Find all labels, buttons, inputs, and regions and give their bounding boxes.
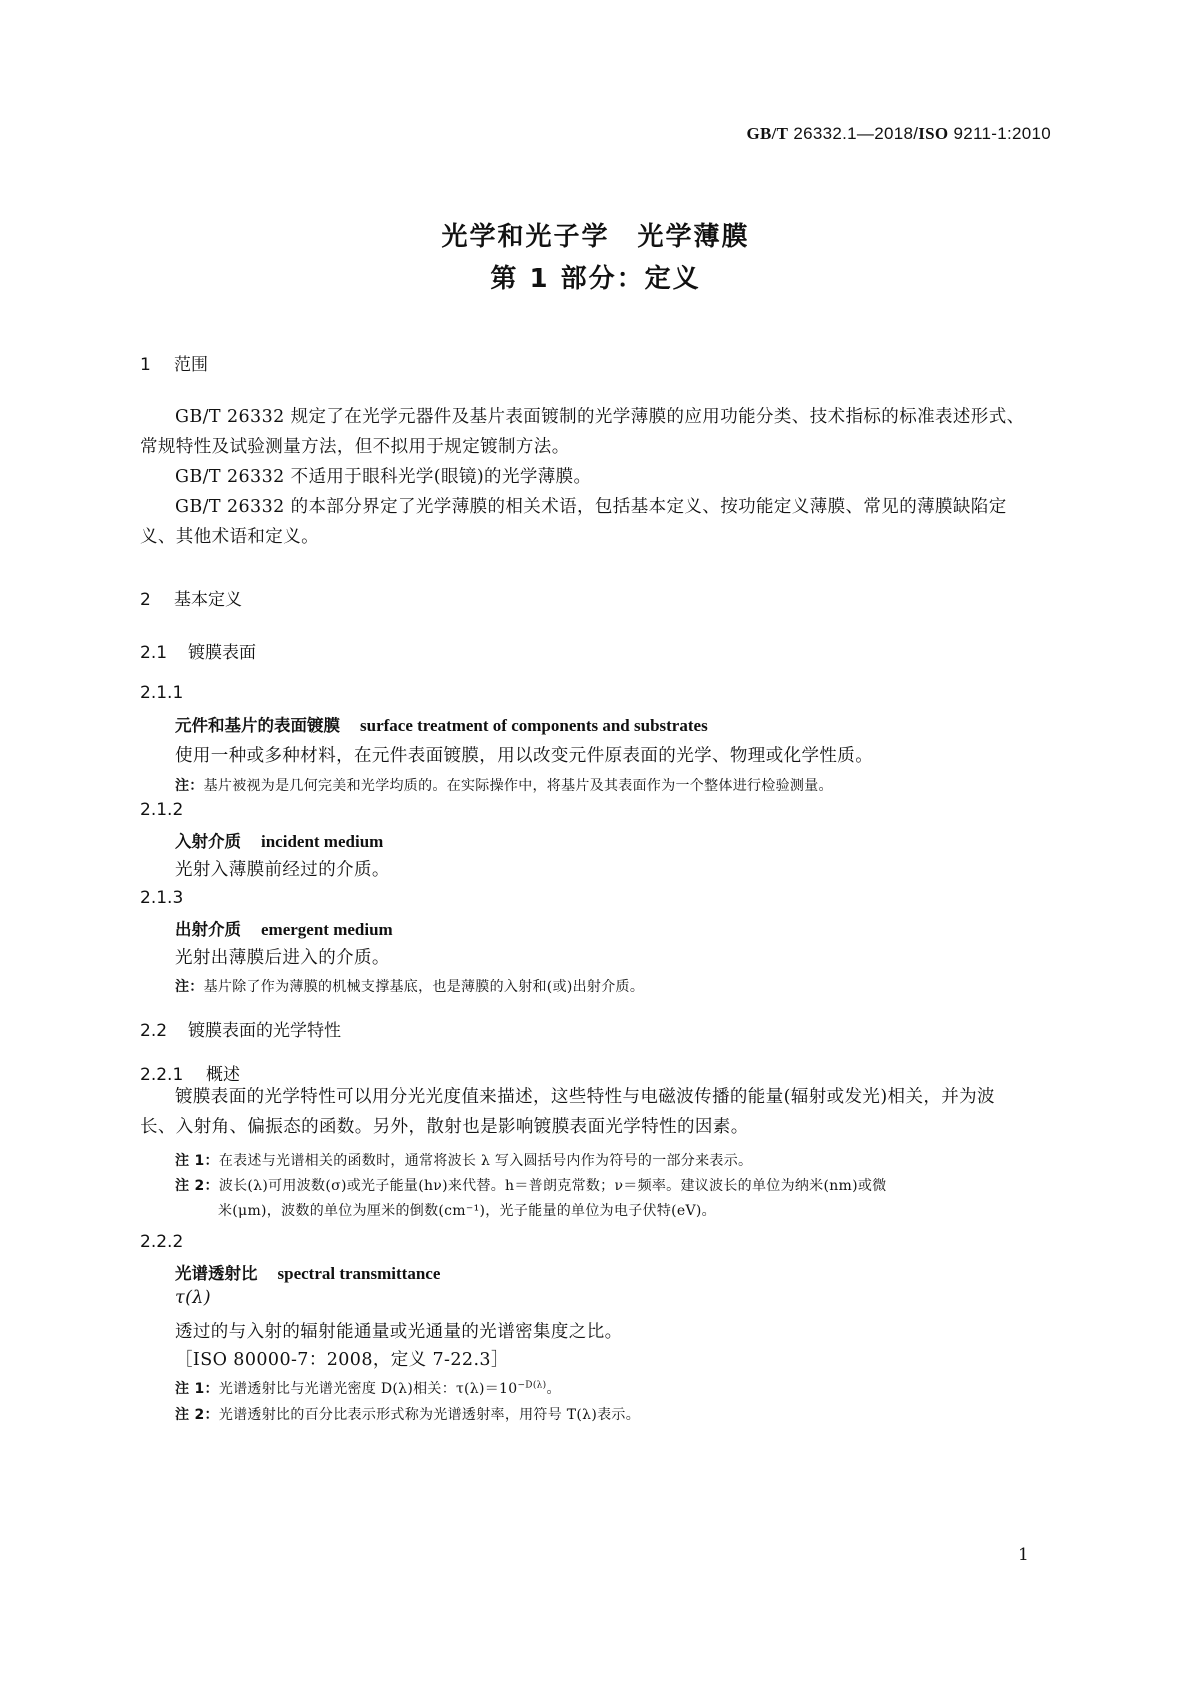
definition-2-1-2: 光射入薄膜前经过的介质。 [175,860,390,880]
definition-2-2-2: 透过的与入射的辐射能通量或光通量的光谱密集度之比。 [175,1322,623,1342]
note-2-2-1-1: 注 1：在表述与光谱相关的函数时，通常将波长 λ 写入圆括号内作为符号的一部分来表示。 [175,1153,753,1169]
term-number-2-1-3: 2.1.3 [140,888,184,908]
term-number-2-1-1: 2.1.1 [140,683,184,703]
term-2-2-2: 光谱透射比 spectral transmittance [175,1264,441,1283]
section-2-heading: 2 基本定义 [140,590,242,610]
term-2-1-2: 入射介质 incident medium [175,832,384,851]
section-2-2-1-paragraph: 镀膜表面的光学特性可以用分光光度值来描述，这些特性与电磁波传播的能量(辐射或发光)相关，并为波长、入射角、偏振态的函数。另外，散射也是影响镀膜表面光学特性的因素。 [140,1087,995,1137]
note-2-2-2-2: 注 2：光谱透射比的百分比表示形式称为光谱透射率，用符号 T(λ)表示。 [175,1407,641,1423]
term-number-2-2-2: 2.2.2 [140,1232,184,1252]
document-title: 光学和光子学 光学薄膜 [441,222,750,252]
term-symbol-2-2-2: τ(λ) [175,1288,212,1308]
note-2-1-1: 注：基片被视为是几何完美和光学均质的。在实际操作中，将基片及其表面作为一个整体进行检验测量。 [175,778,833,794]
note-2-2-1-2: 注 2：波长(λ)可用波数(σ)或光子能量(hν)来代替。h＝普朗克常数；ν＝频率。建议波长的单位为纳米(nm)或微 [175,1178,887,1194]
section-1-paragraph-3: GB/T 26332 的本部分界定了光学薄膜的相关术语，包括基本定义、按功能定义薄膜、常见的薄膜缺陷定义、其他术语和定义。 [140,497,1007,547]
section-1-paragraph-1: GB/T 26332 规定了在光学元器件及基片表面镀制的光学薄膜的应用功能分类、技术指标的标准表述形式、常规特性及试验测量方法，但不拟用于规定镀制方法。 [140,407,1025,457]
term-number-2-1-2: 2.1.2 [140,800,184,820]
term-2-1-3: 出射介质 emergent medium [175,920,393,939]
document-subtitle: 第 1 部分：定义 [490,264,701,294]
section-1-paragraph-2: GB/T 26332 不适用于眼科光学(眼镜)的光学薄膜。 [175,467,592,487]
section-2-2-1-heading: 2.2.1 概述 [140,1065,240,1085]
section-1-heading: 1 范围 [140,355,208,375]
note-2-2-2-1: 注 1：光谱透射比与光谱光密度 D(λ)相关：$\tau(\lambda)=10^{-D(\lambda)}$。 [175,1380,561,1397]
standard-number: GB/T 26332.1—2018/ISO 9211-1:2010 [746,124,1051,143]
section-2-1-heading: 2.1 镀膜表面 [140,643,256,663]
note-2-2-1-2-continued: 米(μm)，波数的单位为厘米的倒数(cm⁻¹)，光子能量的单位为电子伏特(eV)。 [218,1203,716,1219]
note-2-1-3: 注：基片除了作为薄膜的机械支撑基底，也是薄膜的入射和(或)出射介质。 [175,979,645,995]
term-2-1-1: 元件和基片的表面镀膜 surface treatment of components and substrates [175,716,708,735]
page-number: 1 [1018,1545,1029,1565]
definition-2-1-3: 光射出薄膜后进入的介质。 [175,948,390,968]
section-2-2-heading: 2.2 镀膜表面的光学特性 [140,1021,341,1041]
source-2-2-2: ［ISO 80000-7：2008，定义 7-22.3］ [175,1350,509,1370]
definition-2-1-1: 使用一种或多种材料，在元件表面镀膜，用以改变元件原表面的光学、物理或化学性质。 [175,746,874,766]
